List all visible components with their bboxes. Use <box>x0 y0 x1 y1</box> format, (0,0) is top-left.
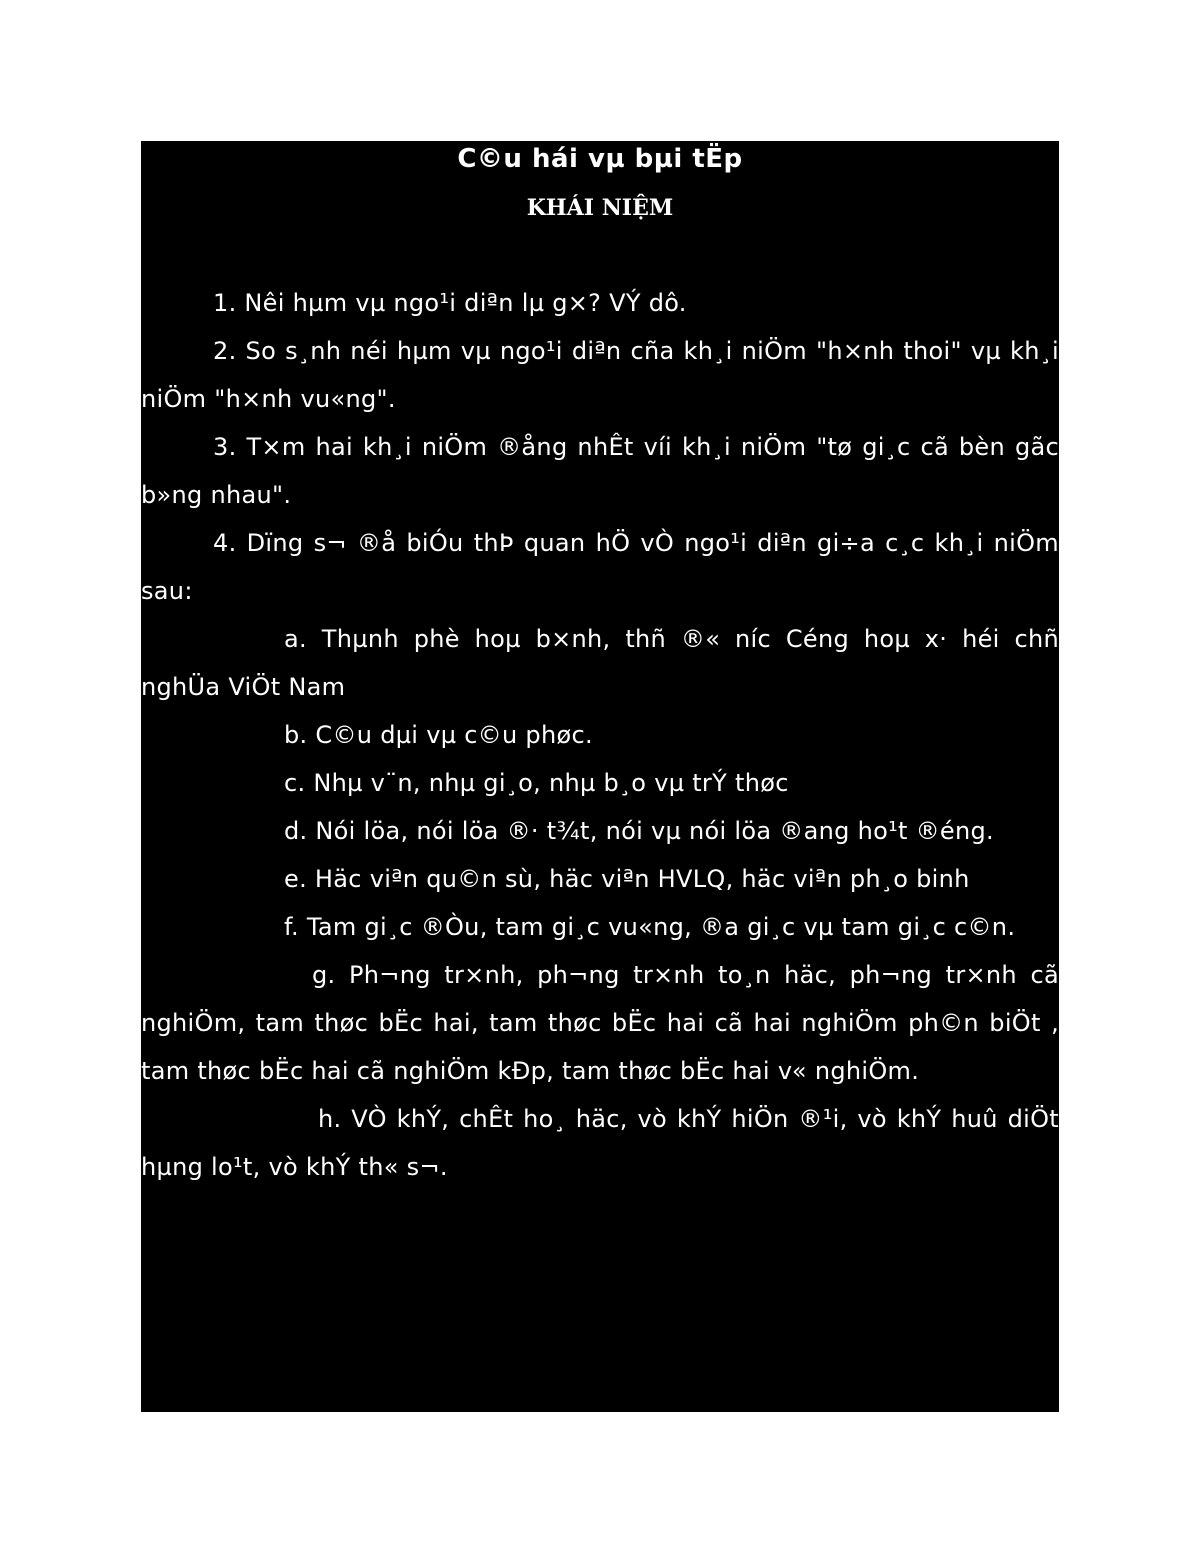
question-list <box>141 279 1059 1191</box>
document-page <box>141 141 1059 1412</box>
sub-item-c: c. Nhµ v¨n, nhµ gi¸o, nhµ b¸o vµ trÝ thøc <box>284 769 789 797</box>
sub-item-e: e. Häc viªn qu©n sù, häc viªn HVLQ, häc viªn ph¸o binh <box>284 865 970 893</box>
question-4: 4. Dïng s¬ ®å biÓu thÞ quan hÖ vÒ ngo¹i diªn gi÷a c¸c kh¸i niÖm sau: <box>141 529 1059 605</box>
sub-item-f: f. Tam gi¸c ®Òu, tam gi¸c vu«ng, ®a gi¸c vµ tam gi¸c c©n. <box>284 913 1016 941</box>
sub-item-d: d. Nói löa, nói löa ®· t¾t, nói vµ nói löa ®ang ho¹t ®éng. <box>284 817 994 845</box>
question-2: 2. So s¸nh néi hµm vµ ngo¹i diªn cña kh¸i niÖm "h×nh thoi" vµ kh¸i niÖm "h×nh vu«ng". <box>141 337 1059 413</box>
sub-item-b: b. C©u dµi vµ c©u phøc. <box>284 721 593 749</box>
sub-item-a: a. Thµnh phè hoµ b×nh, thñ ®« níc Céng hoµ x· héi chñ nghÜa ViÖt Nam <box>141 625 1059 701</box>
document-title: C©u hái vµ bµi tËp <box>457 144 743 174</box>
section-heading: KHÁI NIỆM <box>526 195 674 221</box>
sub-item-h: h. VÒ khÝ, chÊt ho¸ häc, vò khÝ hiÖn ®¹i, vò khÝ huû diÖt hµng lo¹t, vò khÝ th« s¬. <box>141 1105 1059 1181</box>
question-3: 3. T×m hai kh¸i niÖm ®ång nhÊt víi kh¸i niÖm "tø gi¸c cã bèn gãc b»ng nhau". <box>141 433 1059 509</box>
sub-item-g: g. Ph¬ng tr×nh, ph¬ng tr×nh to¸n häc, ph¬ng tr×nh cã nghiÖm, tam thøc bËc hai, tam thøc bËc hai cã hai nghiÖm ph©n biÖt , tam thøc bËc hai cã nghiÖm kÐp, tam thøc bËc hai v« nghiÖm. <box>141 961 1059 1085</box>
question-1: 1. Nêi hµm vµ ngo¹i diªn lµ g×? VÝ dô. <box>213 289 687 317</box>
